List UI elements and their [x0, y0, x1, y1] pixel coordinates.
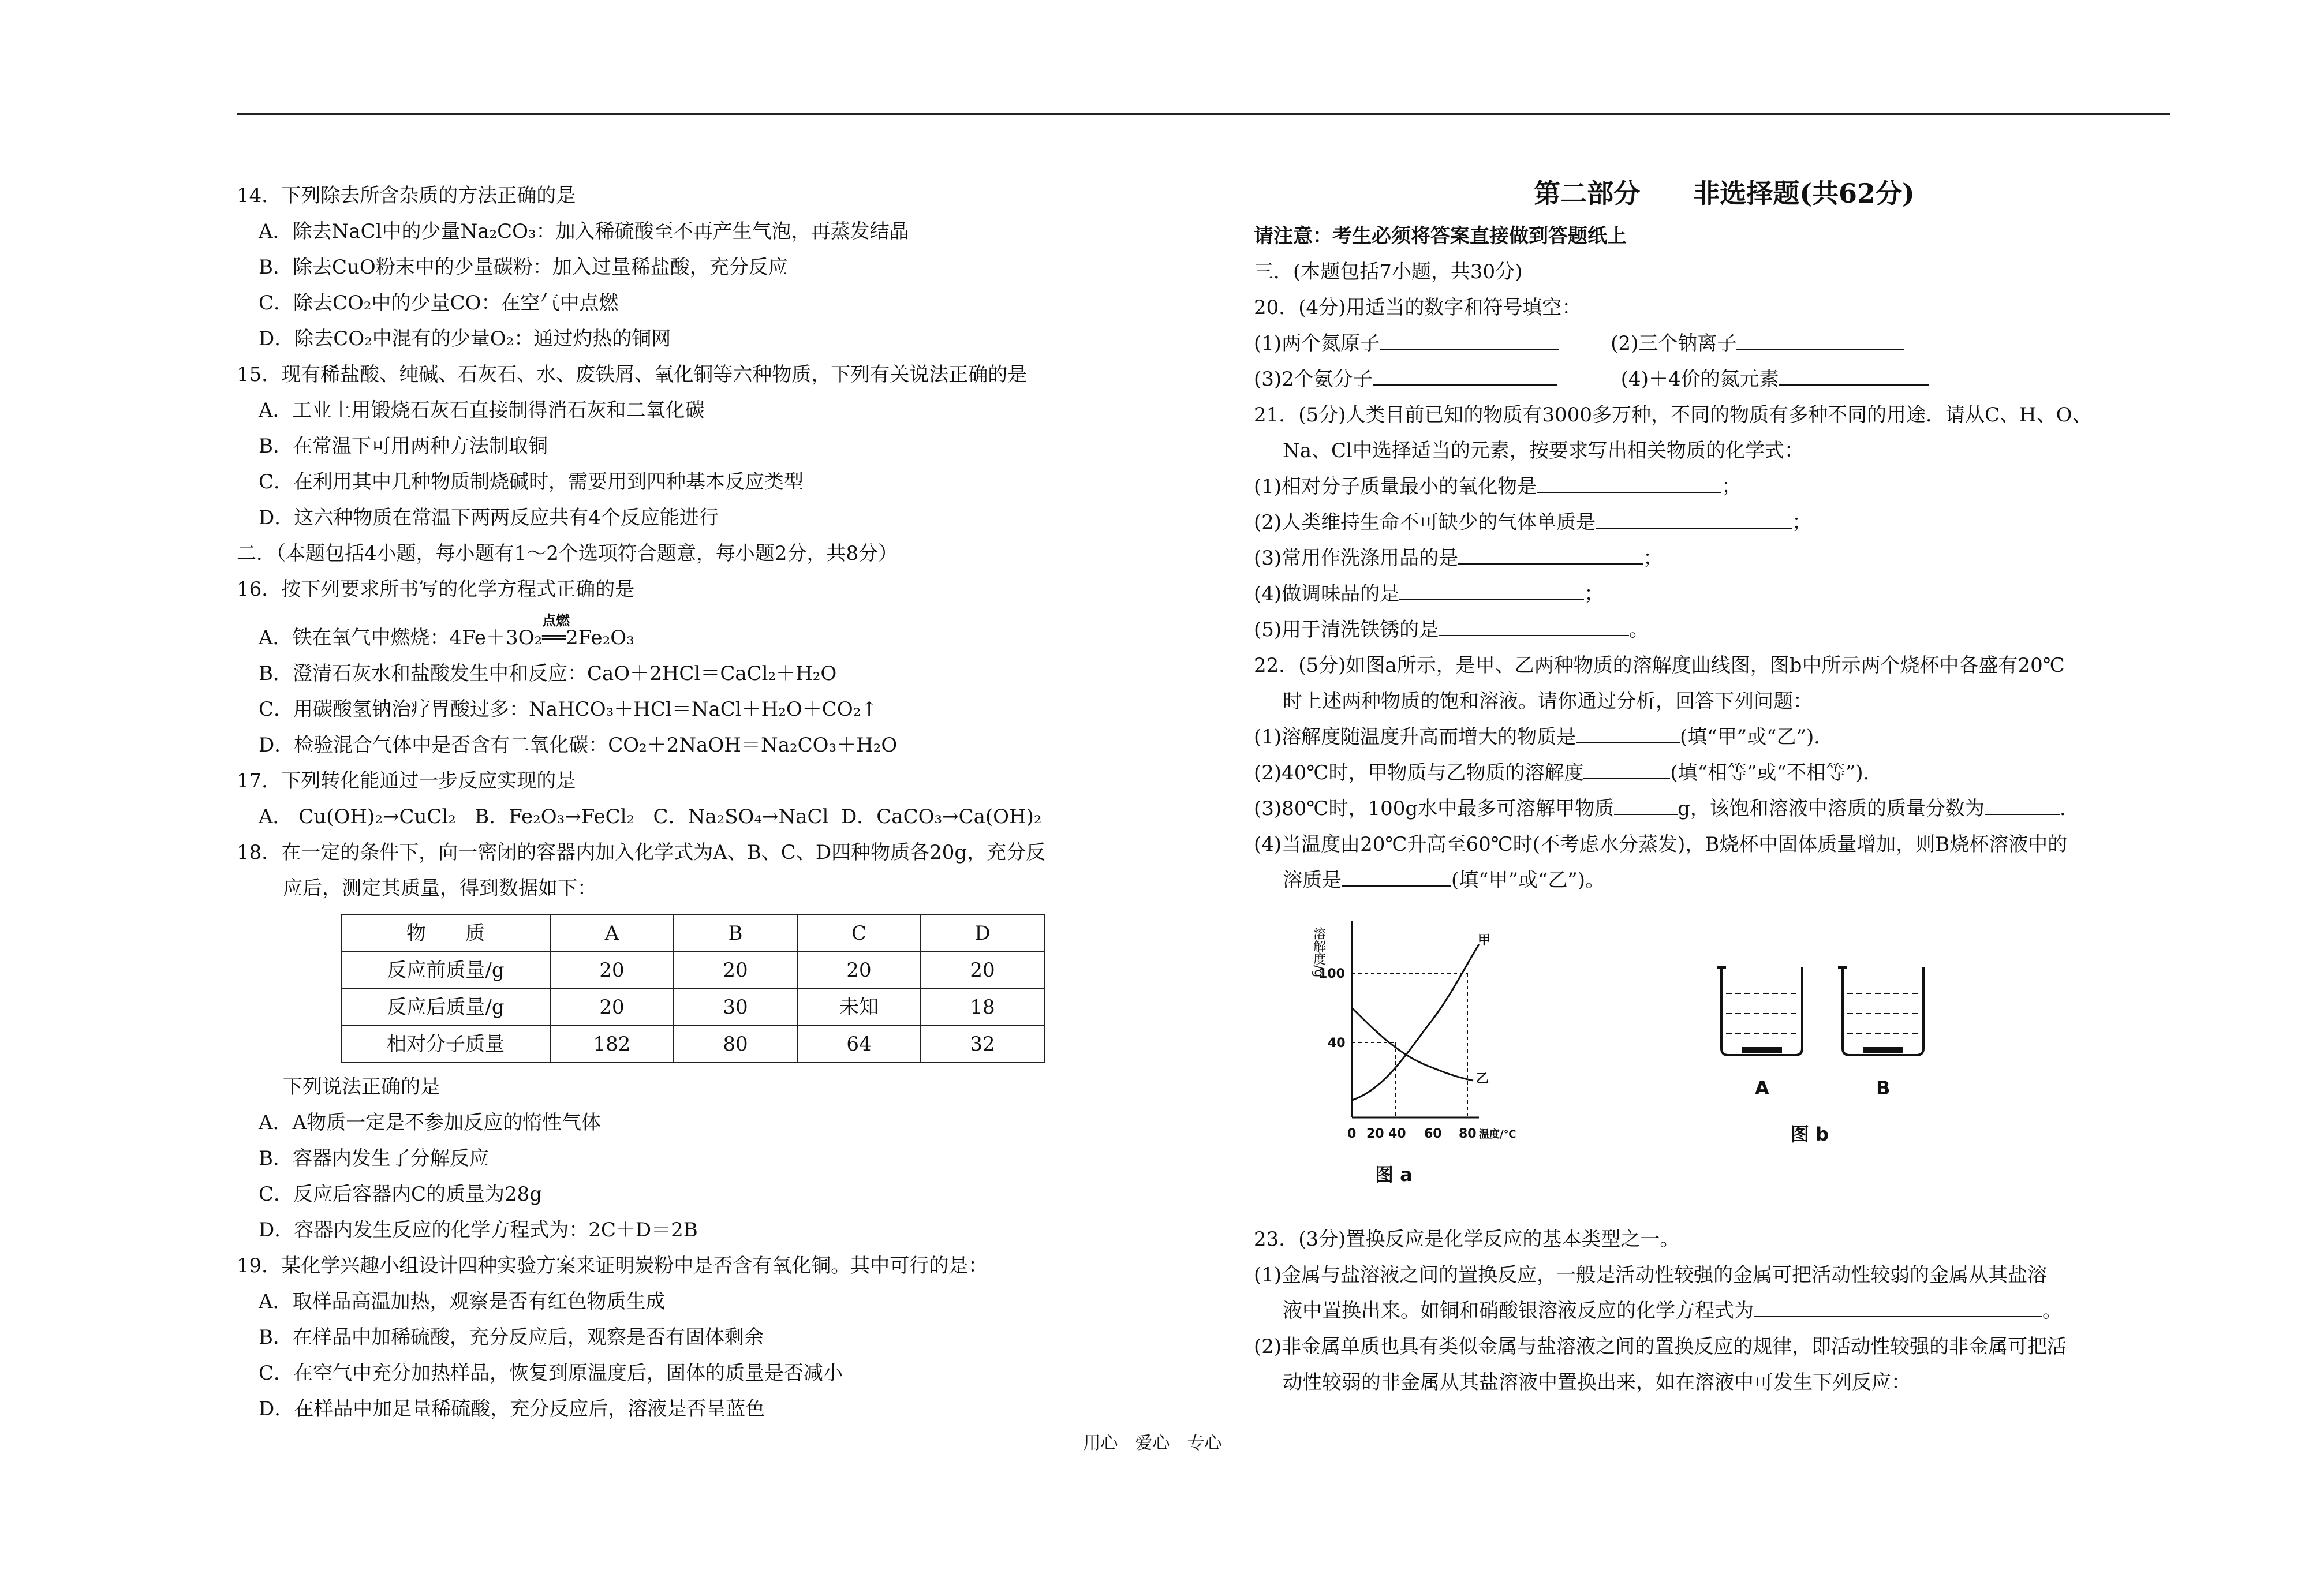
q21-stem-line2: Na、Cl中选择适当的元素，按要求写出相关物质的化学式：: [1283, 439, 1804, 462]
q18-stem-line1: 18．在一定的条件下，向一密闭的容器内加入化学式为A、B、C、D四种物质各20g，充分反: [237, 841, 1046, 864]
beaker-a-solid: [1742, 1047, 1782, 1053]
q18-data-table: [341, 914, 1045, 1063]
q22-sub3-end: .: [2059, 797, 2066, 820]
q20-item1: (1)两个氮原子: [1254, 332, 1380, 355]
beaker-a: [1717, 967, 1802, 1055]
curve-label-yi: 乙: [1476, 1072, 1489, 1086]
beaker-b-outline: [1843, 967, 1923, 1055]
table-cell: 20: [797, 952, 921, 989]
beaker-b-label: B: [1876, 1077, 1891, 1099]
table-header-cell: D: [921, 915, 1044, 952]
q19-option-d: D．在样品中加足量稀硫酸，充分反应后，溶液是否呈蓝色: [259, 1397, 765, 1421]
q22-sub4-line2: [1254, 862, 2195, 898]
q22-sub2: [1254, 755, 2195, 791]
answer-blank[interactable]: [1458, 547, 1643, 565]
answer-blank[interactable]: [1342, 869, 1451, 887]
q14-option-b: B．除去CuO粉末中的少量碳粉：加入过量稀盐酸，充分反应: [259, 256, 788, 279]
y-axis-label: 溶解度/g: [1311, 927, 1326, 978]
curve-label-jia: 甲: [1478, 933, 1491, 948]
table-cell: 20: [550, 952, 674, 989]
section-3-heading: 三．(本题包括7小题，共30分): [1254, 260, 1523, 283]
figures: [1254, 910, 2195, 1221]
header-rule: [237, 113, 2170, 115]
table-cell: 相对分子质量: [341, 1026, 550, 1063]
q18-option-c: C．反应后容器内C的质量为28g: [259, 1183, 543, 1206]
q21-sub5: [1254, 612, 2195, 648]
x-axis-label: 温度/℃: [1479, 1128, 1516, 1141]
x-tick-80: 80: [1459, 1127, 1477, 1141]
q16-option-d: D．检验混合气体中是否含有二氧化碳：CO₂＋2NaOH＝Na₂CO₃＋H₂O: [259, 734, 898, 757]
q19-stem: 19．某化学兴趣小组设计四种实验方案来证明炭粉中是否含有氧化铜。其中可行的是：: [237, 1254, 988, 1277]
notice: 请注意：考生必须将答案直接做到答题纸上: [1254, 225, 1627, 248]
semicolon: ；: [1792, 511, 1812, 534]
q22-sub4-text: 溶质是: [1283, 869, 1342, 892]
x-tick-0: 0: [1347, 1127, 1357, 1141]
x-tick-60: 60: [1424, 1127, 1442, 1141]
table-cell: 18: [921, 989, 1044, 1026]
answer-blank[interactable]: [1399, 583, 1584, 600]
q18-lead: 下列说法正确的是: [283, 1075, 440, 1098]
table-cell: 20: [674, 952, 797, 989]
q23-sub1-line2: [1254, 1293, 2195, 1329]
q22-stem-line1: 22．(5分)如图a所示，是甲、乙两种物质的溶解度曲线图，图b中所示两个烧杯中各盛有20℃: [1254, 654, 2065, 677]
table-cell: 反应后质量/g: [341, 989, 550, 1026]
q15-option-c: C．在利用其中几种物质制烧碱时，需要用到四种基本反应类型: [259, 470, 804, 494]
q16-option-a-pre: A．铁在氧气中燃烧：4Fe＋3O₂: [259, 626, 543, 649]
q21-sub2: [1254, 504, 2195, 540]
q18-option-b: B．容器内发生了分解反应: [259, 1147, 489, 1170]
answer-blank[interactable]: [1537, 476, 1721, 493]
double-equals: ══: [542, 626, 566, 649]
table-header-row: [341, 915, 1044, 952]
table-header-cell: 物 质: [341, 915, 550, 952]
q21-stem-line1: 21．(5分)人类目前已知的物质有3000多万种，不同的物质有多种不同的用途．请从C、H、O、: [1254, 403, 2092, 427]
table-cell: 反应前质量/g: [341, 952, 550, 989]
q23-sub1-line1: (1)金属与盐溶液之间的置换反应，一般是活动性较强的金属可把活动性较弱的金属从其盐溶: [1254, 1264, 2048, 1287]
q21-sub1-text: (1)相对分子质量最小的氧化物是: [1254, 475, 1537, 498]
table-cell: 未知: [797, 989, 921, 1026]
q20-row1: [1254, 326, 2195, 361]
q23-sub1-text: 液中置换出来。如铜和硝酸银溶液反应的化学方程式为: [1283, 1299, 1754, 1322]
figure-a-solubility-graph: [1306, 910, 1525, 1216]
q21-sub5-text: (5)用于清洗铁锈的是: [1254, 618, 1439, 641]
condition-label: 点燃: [542, 612, 570, 629]
q14-stem: 14．下列除去所含杂质的方法正确的是: [237, 184, 576, 207]
answer-blank[interactable]: [1380, 332, 1559, 350]
answer-blank[interactable]: [1596, 511, 1792, 529]
section-2-heading: 二．（本题包括4小题，每小题有1～2个选项符合题意，每小题2分，共8分）: [237, 542, 898, 565]
q18-option-d: D．容器内发生反应的化学方程式为：2C＋D＝2B: [259, 1219, 698, 1242]
q21-sub4-text: (4)做调味品的是: [1254, 582, 1400, 605]
answer-blank[interactable]: [1985, 798, 2060, 815]
answer-blank[interactable]: [1583, 762, 1670, 779]
q18-stem-line2: 应后，测定其质量，得到数据如下：: [283, 877, 597, 900]
q19-option-c: C．在空气中充分加热样品，恢复到原温度后，固体的质量是否减小: [259, 1362, 843, 1385]
q20-item4: (4)＋4价的氮元素: [1620, 368, 1779, 391]
left-column: [237, 178, 1172, 1427]
q19-option-b: B．在样品中加稀硫酸，充分反应后，观察是否有固体剩余: [259, 1326, 764, 1349]
beaker-b-solid: [1863, 1047, 1903, 1053]
q21-sub2-text: (2)人类维持生命不可缺少的气体单质是: [1254, 511, 1596, 534]
q14-option-a: A．除去NaCl中的少量Na₂CO₃：加入稀硫酸至不再产生气泡，再蒸发结晶: [259, 220, 909, 243]
q22-sub1: [1254, 719, 2195, 755]
q16-option-b: B．澄清石灰水和盐酸发生中和反应：CaO＋2HCl＝CaCl₂＋H₂O: [259, 662, 837, 685]
period: 。: [2042, 1299, 2062, 1322]
q15-option-d: D．这六种物质在常温下两两反应共有4个反应能进行: [259, 506, 719, 529]
beaker-b: [1838, 967, 1923, 1055]
right-column: [1254, 173, 2195, 1400]
table-cell: 20: [921, 952, 1044, 989]
q20-item3: (3)2个氨分子: [1254, 368, 1373, 391]
q22-sub2-hint: (填“相等”或“不相等”)．: [1670, 761, 1883, 784]
table-cell: 20: [550, 989, 674, 1026]
semicolon: ；: [1721, 475, 1742, 498]
y-tick-40: 40: [1328, 1036, 1346, 1051]
q21-sub1: [1254, 469, 2195, 504]
beaker-a-outline: [1721, 967, 1802, 1055]
q23-sub2-line1: (2)非金属单质也具有类似金属与盐溶液之间的置换反应的规律，即活动性较强的非金属可把活: [1254, 1335, 2067, 1358]
q22-sub3: [1254, 791, 2195, 827]
q22-sub4-line1: (4)当温度由20℃升高至60℃时(不考虑水分蒸发)，B烧杯中固体质量增加，则B烧杯溶液中的: [1254, 833, 2068, 856]
table-cell: 64: [797, 1026, 921, 1063]
table-header-cell: B: [674, 915, 797, 952]
q22-sub3-mid: g，该饱和溶液中溶质的质量分数为: [1678, 797, 1985, 820]
table-cell: 80: [674, 1026, 797, 1063]
q22-sub3-text: (3)80℃时，100g水中最多可溶解甲物质: [1254, 797, 1615, 820]
part-two-title: 第二部分 非选择题(共62分): [1534, 178, 1915, 209]
q20-item2: (2)三个钠离子: [1611, 332, 1737, 355]
q20-stem: 20．(4分)用适当的数字和符号填空：: [1254, 296, 1582, 319]
q15-stem: 15．现有稀盐酸、纯碱、石灰石、水、废铁屑、氧化铜等六种物质，下列有关说法正确的是: [237, 363, 1028, 386]
beaker-a-label: A: [1755, 1077, 1769, 1099]
q16-option-a-post: 2Fe₂O₃: [566, 626, 634, 649]
y-tick-100: 100: [1318, 967, 1345, 981]
q15-option-a: A．工业上用锻烧石灰石直接制得消石灰和二氧化碳: [259, 399, 705, 422]
table-cell: 30: [674, 989, 797, 1026]
table-row: [341, 989, 1044, 1026]
answer-blank[interactable]: [1373, 368, 1557, 386]
q23-sub2-line2: 动性较弱的非金属从其盐溶液中置换出来，如在溶液中可发生下列反应：: [1283, 1371, 1911, 1394]
answer-blank[interactable]: [1439, 619, 1629, 636]
semicolon: ；: [1643, 547, 1663, 570]
table-row: [341, 952, 1044, 989]
q21-sub3: [1254, 540, 2195, 576]
answer-blank[interactable]: [1736, 332, 1904, 350]
q22-stem-line2: 时上述两种物质的饱和溶液。请你通过分析，回答下列问题：: [1283, 690, 1813, 713]
q17-stem: 17．下列转化能通过一步反应实现的是: [237, 769, 576, 793]
q22-sub1-text: (1)溶解度随温度升高而增大的物质是: [1254, 726, 1576, 749]
q18-option-a: A．A物质一定是不参加反应的惰性气体: [259, 1111, 602, 1134]
curve-yi: [1352, 1008, 1473, 1081]
q14-option-d: D．除去CO₂中混有的少量O₂：通过灼热的铜网: [259, 327, 671, 350]
q22-sub2-text: (2)40℃时，甲物质与乙物质的溶解度: [1254, 761, 1584, 784]
q16-option-c: C．用碳酸氢钠治疗胃酸过多：NaHCO₃＋HCl＝NaCl＋H₂O＋CO₂↑: [259, 698, 877, 721]
q22-sub1-hint: (填“甲”或“乙”)．: [1680, 726, 1834, 749]
semicolon: ；: [1584, 582, 1604, 605]
table-row: [341, 1026, 1044, 1063]
table-cell: 182: [550, 1026, 674, 1063]
figure-a-caption: 图 a: [1375, 1164, 1413, 1186]
answer-blank[interactable]: [1779, 368, 1929, 386]
q20-row2: [1254, 361, 2195, 397]
q21-sub3-text: (3)常用作洗涤用品的是: [1254, 547, 1459, 570]
q14-option-c: C．除去CO₂中的少量CO：在空气中点燃: [259, 291, 619, 315]
period: 。: [1629, 618, 1649, 641]
q19-option-a: A．取样品高温加热，观察是否有红色物质生成: [259, 1290, 666, 1313]
figure-b-caption: 图 b: [1791, 1123, 1829, 1145]
page-footer: 用心 爱心 专心: [1083, 1433, 1222, 1453]
figure-b-beakers: [1698, 950, 1998, 1169]
q17-options: A． Cu(OH)₂→CuCl₂ B．Fe₂O₃→FeCl₂ C．Na₂SO₄→NaCl D．CaCO₃→Ca(OH)₂: [259, 805, 1042, 828]
table-header-cell: C: [797, 915, 921, 952]
answer-blank[interactable]: [1576, 726, 1680, 743]
table-cell: 32: [921, 1026, 1044, 1063]
table-header-cell: A: [550, 915, 674, 952]
x-tick-40: 40: [1388, 1127, 1406, 1141]
x-tick-20: 20: [1366, 1127, 1384, 1141]
reaction-condition: [542, 612, 570, 656]
q23-stem: 23．(3分)置换反应是化学反应的基本类型之一。: [1254, 1228, 1680, 1251]
q22-sub4-hint: (填“甲”或“乙”)。: [1451, 869, 1605, 892]
answer-blank[interactable]: [1614, 798, 1678, 815]
q16-option-a: [237, 612, 1172, 656]
q16-stem: 16．按下列要求所书写的化学方程式正确的是: [237, 578, 635, 601]
answer-blank[interactable]: [1754, 1300, 2042, 1317]
q21-sub4: [1254, 576, 2195, 612]
q15-option-b: B．在常温下可用两种方法制取铜: [259, 435, 548, 458]
